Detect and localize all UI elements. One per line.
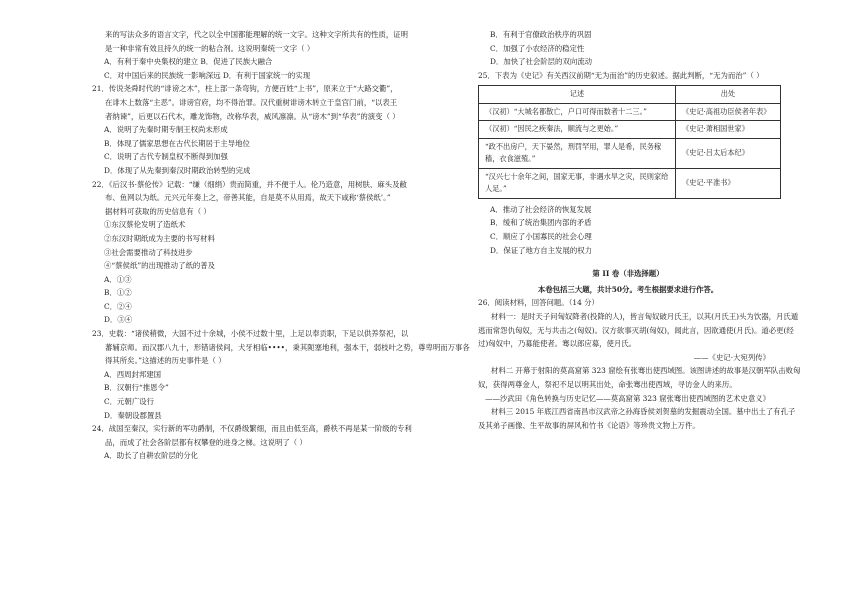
right-top-options [478, 28, 778, 82]
text-line: 奴，获得两尊金人，祭祀不足以明其出处，命张骞出使西域，寻访金人的来历。 [478, 380, 737, 389]
text-line: B．有利于官僚政治秩序的巩固 [490, 30, 592, 39]
text-line: 蕃辅京师。而汉郡八九十，形错诸侯间，犬牙相临••••，秉其阨塞地利，强本干，弱枝叶之势，尊卑明而万事各 [105, 342, 470, 352]
text-line: A．西周封邦建国 [104, 369, 162, 379]
section-title: 第 II 卷（非选择题） [592, 269, 664, 279]
text-line: D．加快了社会阶层的双向流动 [490, 57, 593, 67]
text-line: 是一种非常有效且持久的统一的粘合剂。这说明秦统一文字（ ） [105, 43, 315, 53]
text-line: A．说明了先秦时期专制王权尚未形成 [104, 125, 228, 135]
text-line: B．①② [104, 288, 132, 298]
text-line: C．顺应了小国寡民的社会心理 [490, 232, 592, 242]
table-header-row [479, 86, 781, 104]
citation-2: ——沙武田《角色转换与历史记忆——莫高窟第 323 窟张骞出使西域图的艺术史意义》 [485, 393, 770, 403]
table-header-cell: 记述 [479, 86, 676, 104]
text-line: A．有利于秦中央集权的建立 B．促进了民族大融合 [104, 57, 273, 67]
text-line: B．体现了儒家思想在古代长期居于主导地位 [104, 138, 250, 148]
text-line: D．保证了地方自主发展的权力 [490, 245, 593, 255]
text-line: 26．阅读材料，回答问题。（14 分） [478, 298, 599, 308]
text-line: ④“蔡侯纸”的出现推动了纸的普及 [104, 261, 216, 271]
text-line: ③社会需要推动了科技进步 [104, 247, 193, 257]
record-cell: “汉兴七十余年之间，国家无事，非遇水旱之灾，民则家给人足。” [479, 168, 676, 198]
text-line: 逃而常怨仇匈奴，无与共击之(匈奴)。汉方欲事灭胡(匈奴)，闻此言，因欲通使(月氏)。道必更(经 [478, 325, 794, 335]
text-line: C．加强了小农经济的稳定性 [490, 43, 585, 53]
right-column [478, 28, 801, 432]
table-row [479, 168, 781, 198]
text-line: 品，而成了社会各阶层都有权攀登的进身之梯。这说明了（ ） [105, 437, 307, 447]
table-row [479, 103, 781, 121]
text-line: 22．《后汉书·蔡伦传》记载：“缣（细绢）贵而简重，并不便于人。伦乃造意，用树肤、麻头及敝 [92, 179, 407, 189]
shiji-table [478, 85, 781, 199]
text-line: 材料一：是时天子问匈奴降者(投降的人)，皆言匈奴破月氏王，以其(月氏王)头为饮器，月氏遁 [491, 312, 799, 322]
left-column [92, 28, 470, 463]
text-line: 据材料可获取的历史信息有（ ） [105, 206, 211, 216]
q26-material-2 [478, 364, 801, 391]
record-cell: （汉初）“大城名都散亡，户口可得而数者十二三。” [479, 103, 676, 121]
q26-lines [478, 296, 799, 350]
text-line: 及其弟子画像、生平故事的屏风和竹书《论语》等珍贵文物上万件。 [478, 420, 700, 430]
text-line: 过)匈奴中，乃募能使者。骞以郎应募，使月氏。 [478, 339, 637, 349]
text-line: C．元朝广设行 [104, 397, 154, 407]
text-line: A．①③ [104, 274, 132, 284]
record-cell: （汉初）“因民之疾秦法，顺流与之更始。” [479, 121, 676, 139]
table-header-cell: 出处 [675, 86, 780, 104]
text-line: B．缓和了统治集团内部的矛盾 [490, 218, 592, 228]
q25-options [478, 203, 778, 257]
text-line: 来的写法众多的语言文字，代之以全中国都能理解的统一文字。这种文字所共有的性质，证明 [105, 30, 409, 39]
table-row [479, 121, 781, 139]
source-cell: 《史记·平准书》 [675, 168, 780, 198]
source-cell: 《史记·萧相国世家》 [675, 121, 780, 139]
text-line: C．②④ [104, 301, 132, 311]
text-line: 者纳谏”，后更以石代木，雕龙饰物，改称华表，威风凛凛。从“谤木”到“华表”的演变（ ） [105, 111, 400, 121]
text-line: D．③④ [104, 315, 133, 325]
text-line: A．助长了自耕农阶层的分化 [104, 451, 199, 461]
text-line: C．对中国后来的民族统一影响深远 D．有利于国家统一的实现 [104, 70, 311, 80]
text-line: ②东汉时期纸成为主要的书写材料 [104, 233, 215, 243]
text-line: 在诽木上数落“主恶”。诽谤官府，均不得治罪。汉代重树诽谤木转立于皇宫门前，“以表王 [105, 97, 398, 107]
table-row [479, 138, 781, 168]
text-line: 23．史载：“诸侯稍微，大国不过十余城，小侯不过数十里，上足以奉贡职，下足以供养祭祀，以 [92, 329, 409, 339]
record-cell: “政不出房户，天下晏然，刑罚罕用，罪人是希，民务稼穑，衣食滋殖。” [479, 138, 676, 168]
text-line: D．体现了从先秦到秦汉时期政治转型的完成 [104, 165, 251, 175]
text-line: D．秦朝设郡置县 [104, 410, 162, 420]
text-line: 得其所矣。”这描述的历史事件是（ ） [105, 356, 226, 366]
text-line: 布、鱼网以为纸。元兴元年奏上之，帝善其能，自是莫不从用焉，故天下咸称‘蔡侯纸’。” [105, 193, 391, 203]
text-line: 21．传说尧舜时代的“诽谤之木”，柱上部一条弯钩，方便百姓“上书”，原来立于“大路交衢”， [92, 84, 398, 94]
text-line: C．说明了古代专制皇权不断得到加强 [104, 152, 228, 162]
text-line: 材料三 2015 年底江西省南昌市汉武帝之孙海昏侯刘贺墓的发掘震动全国。墓中出土了有孔子 [491, 407, 796, 417]
citation-1: ——《史记·大宛列传》 [693, 352, 770, 362]
q26-material-3 [478, 405, 796, 432]
text-line: B．汉朝行“推恩令” [104, 383, 169, 393]
text-line: 材料二 开幕于射阳的莫高窟第 323 窟绘有张骞出使西域图。该图讲述的故事是汉朝军队击败匈 [491, 366, 801, 376]
text-line: 25．下表为《史记》有关西汉前期“无为而治”的历史叙述。据此判断，“无为而治”（ ） [478, 70, 764, 80]
source-cell: 《史记·吕太后本纪》 [675, 138, 780, 168]
section-note: 本卷包括三大题，共计50分。考生根据要求进行作答。 [537, 284, 719, 294]
source-cell: 《史记·高祖功臣侯者年表》 [675, 103, 780, 121]
text-line: 24．战国至秦汉，实行新的军功爵制，不仅爵级繁细，而且由低至高，爵秩不再是某一阶级的专利 [92, 424, 412, 434]
text-line: A．推动了社会经济的恢复发展 [490, 204, 592, 214]
text-line: ①东汉蔡伦发明了造纸术 [104, 220, 186, 230]
